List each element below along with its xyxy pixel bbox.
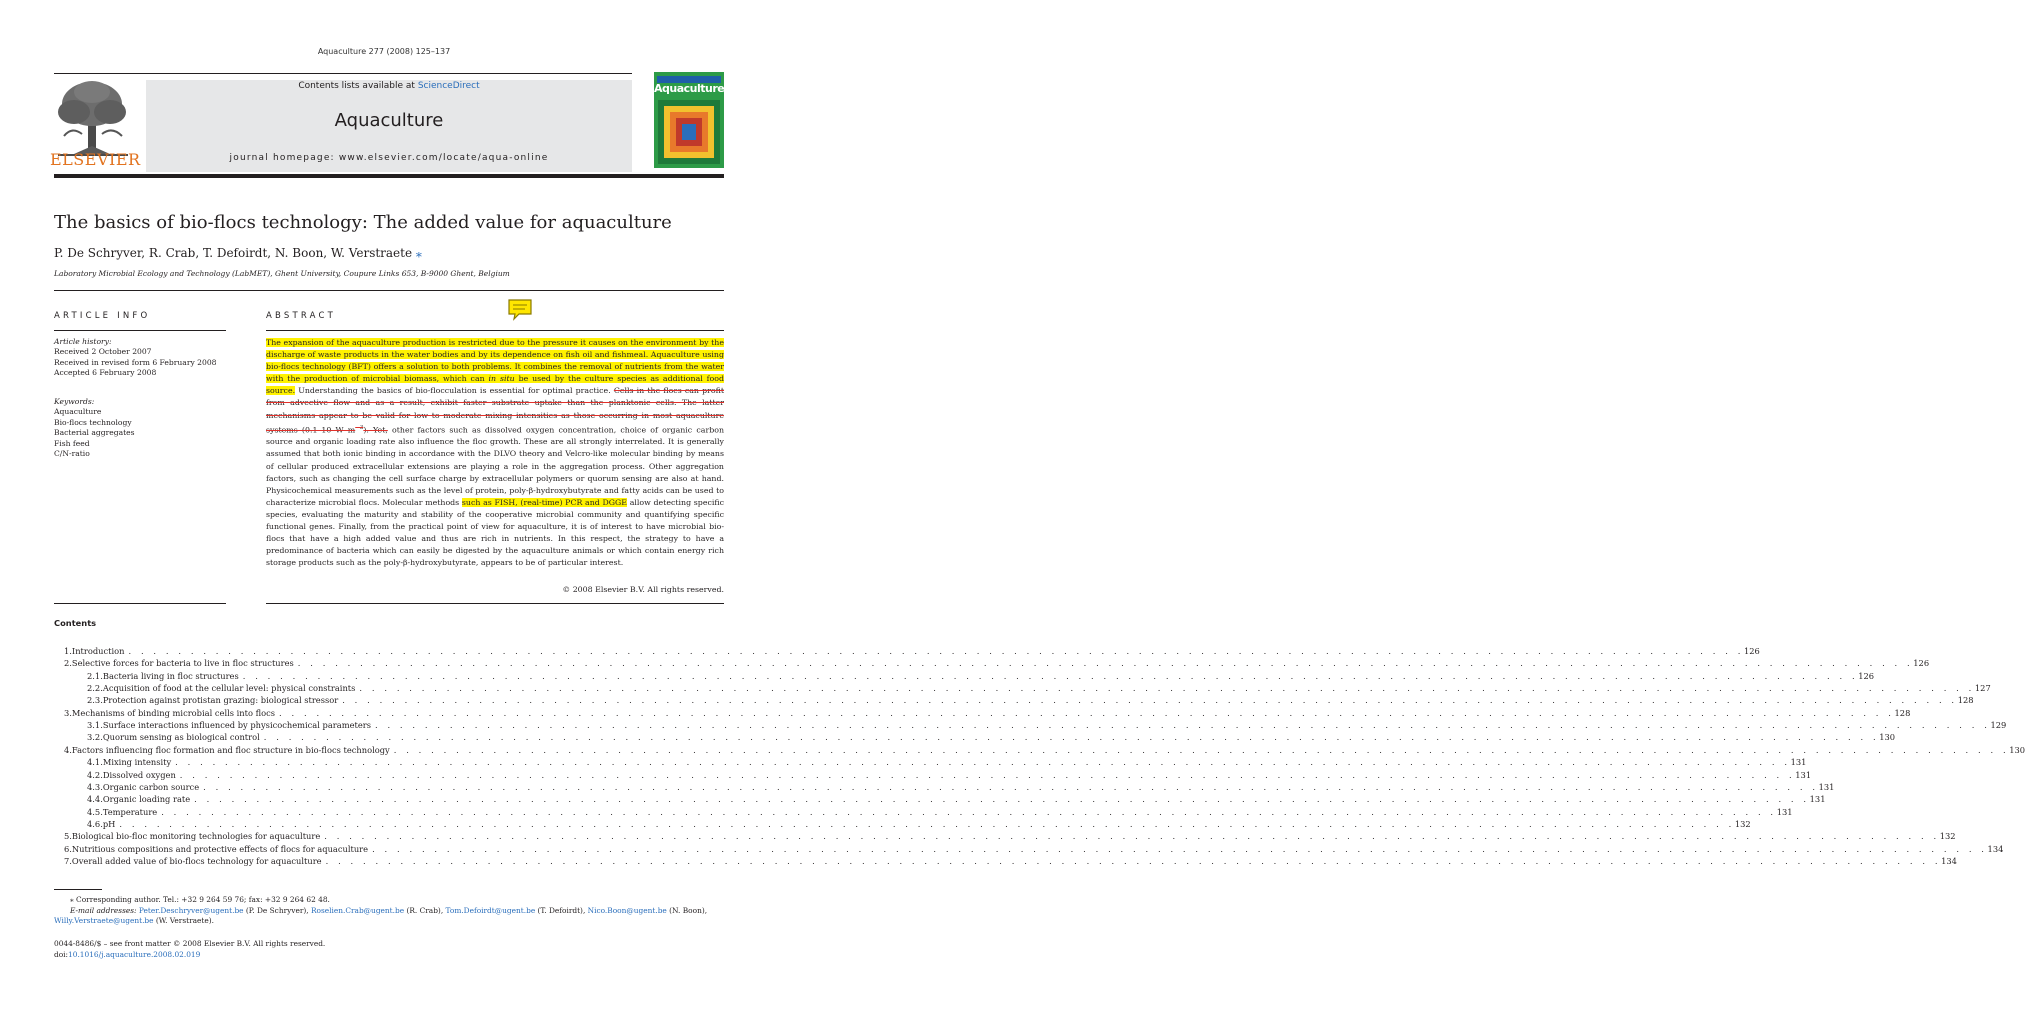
toc-leader-dots: . . . . . . . . . . . . . . . . . . . . . . . . . . . . . . . . . . . . . . . . . . . . . . . . . . . . . . . . . . . . . . . . . . . . . . . . . . . . . . . . . . . . . . . . . . . . . . . . . . . . . . . . . . . . . . . . . . . . . . . . . . . . . . . . . . [279,707,1895,718]
toc-number: 2.2. [87,683,103,694]
toc-number: 4.1. [87,757,103,768]
toc-title: Organic carbon source [102,781,200,792]
toc-title: Protection against protistan grazing: biological stressor [102,695,339,706]
toc-entry[interactable] [54,781,1835,793]
history-label: Article history: [54,337,112,346]
toc-title: Biological bio-floc monitoring technologies for aquaculture [71,831,321,842]
toc-number: 1. [64,646,72,656]
toc-number: 6. [64,843,72,854]
toc-number: 3. [64,707,72,718]
article-title: The basics of bio-flocs technology: The added value for aquaculture [54,212,672,233]
toc-entry[interactable] [54,657,1930,669]
keywords [54,397,234,459]
toc-title: Introduction [71,646,125,656]
toc-page-number: 131 [1818,781,1835,792]
toc-leader-dots: . . . . . . . . . . . . . . . . . . . . . . . . . . . . . . . . . . . . . . . . . . . . . . . . . . . . . . . . . . . . . . . . . . . . . . . . . . . . . . . . . . . . . . . . . . . . . . . . . . . . . . . . . . . . . . . . . . . . . . . . . . . . . . . . . . [393,744,2010,755]
toc-entry[interactable] [54,645,1760,657]
toc-page-number: 134 [1987,843,2004,854]
highlighted-text[interactable]: such as FISH, (real-time) PCR and DGGE [461,497,628,507]
email-owner: (P. De Schryver), [243,905,311,915]
email-link[interactable]: Nico.Boon@ugent.be [587,905,667,915]
email-link[interactable]: Roselien.Crab@ugent.be [310,905,405,915]
toc-entry[interactable] [54,694,1974,706]
toc-title: Dissolved oxygen [102,769,176,780]
toc-entry[interactable] [54,744,2025,756]
toc-title: Quorum sensing as biological control [102,732,260,743]
toc-page-number: 131 [1776,806,1793,817]
strikethrough-superscript[interactable]: −3 [355,424,364,431]
toc-leader-dots: . . . . . . . . . . . . . . . . . . . . . . . . . . . . . . . . . . . . . . . . . . . . . . . . . . . . . . . . . . . . . . . . . . . . . . . . . . . . . . . . . . . . . . . . . . . . . . . . . . . . . . . . . . . . . . . . . . . . . . . . . . . . . . . . . . [179,769,1796,780]
highlighted-text[interactable]: The expansion of the aquaculture production is restricted due to the pressure it causes on the environment by the discharge of waste products in the water bodies and by its dependence on fish oil and fishmeal. Aquaculture using bio-flocs technology (BFT) offers a solution to both problems. It combines the removal of nutrients from the water with the production of microbial biomass, which can [266,338,724,384]
doi-link[interactable]: 10.1016/j.aquaculture.2008.02.019 [68,950,201,960]
footnote-emails-cont [54,916,734,927]
toc-title: Overall added value of bio-flocs technology for aquaculture [71,855,322,866]
authors-text: P. De Schryver, R. Crab, T. Defoirdt, N. Boon, W. Verstraete [54,246,413,260]
toc-entry[interactable] [54,843,2004,855]
toc-title: Mixing intensity [102,757,172,768]
abstract-text: other factors such as dissolved oxygen concentration, choice of organic carbon source and organic loading rate also influence the floc growth. These are all strongly interrelated. It is generally assumed that both ionic binding in accordance with the DLVO theory and Velcro-like molecular binding by means of cellular produced extracellular extensions are playing a role in the aggregation process. Other aggregation factors, such as changing the cell surface charge by extracellular polymers or quorum sensing are also at hand. Physicochemical measurements such as the level of protein, poly-β-hydroxybutyrate and fatty acids can be used to characterize microbial flocs. Molecular methods [266,425,724,507]
header-divider [54,174,724,178]
toc-leader-dots: . . . . . . . . . . . . . . . . . . . . . . . . . . . . . . . . . . . . . . . . . . . . . . . . . . . . . . . . . . . . . . . . . . . . . . . . . . . . . . . . . . . . . . . . . . . . . . . . . . . . . . . . . . . . . . . . . . . . . . . . . . . . . . . . . . [119,818,1735,829]
toc-title: Factors influencing floc formation and floc structure in bio-flocs technology [71,744,390,755]
history-entry: Received 2 October 2007 [54,347,152,357]
email-owner: (T. Defoirdt), [535,905,588,915]
cover-artwork [658,100,720,164]
publisher-name: ELSEVIER [50,150,141,169]
toc-entry[interactable] [54,818,1751,830]
contents-availability-line [146,81,632,91]
toc-leader-dots: . . . . . . . . . . . . . . . . . . . . . . . . . . . . . . . . . . . . . . . . . . . . . . . . . . . . . . . . . . . . . . . . . . . . . . . . . . . . . . . . . . . . . . . . . . . . . . . . . . . . . . . . . . . . . . . . . . . . . . . . . . . . . . . . . . [359,683,1975,694]
keyword: Fish feed [54,438,90,448]
toc-page-number: 130 [1879,732,1896,743]
toc-page-number: 131 [1795,769,1812,780]
email-owner: (N. Boon), [666,905,708,915]
strikethrough-text[interactable]: ). Yet, [363,425,388,435]
toc-leader-dots: . . . . . . . . . . . . . . . . . . . . . . . . . . . . . . . . . . . . . . . . . . . . . . . . . . . . . . . . . . . . . . . . . . . . . . . . . . . . . . . . . . . . . . . . . . . . . . . . . . . . . . . . . . . . . . . . . . . . . . . . . . . . . . . . . . [128,646,1744,656]
toc-title: Nutritious compositions and protective effects of flocs for aquaculture [71,843,369,854]
toc-page-number: 128 [1894,707,1911,718]
issn-block [54,938,325,960]
toc-page-number: 130 [2009,744,2025,755]
toc-entry[interactable] [54,806,1793,818]
journal-name: Aquaculture [334,110,444,131]
toc-entry[interactable] [54,756,1807,768]
email-link[interactable]: Peter.Deschryver@ugent.be [138,905,244,915]
toc-title: Organic loading rate [102,794,191,805]
toc-number: 7. [64,855,72,866]
email-label: E-mail addresses: [70,905,137,915]
toc-leader-dots: . . . . . . . . . . . . . . . . . . . . . . . . . . . . . . . . . . . . . . . . . . . . . . . . . . . . . . . . . . . . . . . . . . . . . . . . . . . . . . . . . . . . . . . . . . . . . . . . . . . . . . . . . . . . . . . . . . . . . . . . . . . . . . . . . . [161,806,1777,817]
article-info-bottom-rule [54,603,226,604]
footnote-rule [54,889,102,890]
toc-number: 4.5. [87,806,103,817]
toc-leader-dots: . . . . . . . . . . . . . . . . . . . . . . . . . . . . . . . . . . . . . . . . . . . . . . . . . . . . . . . . . . . . . . . . . . . . . . . . . . . . . . . . . . . . . . . . . . . . . . . . . . . . . . . . . . . . . . . . . . . . . . . . . . . . . . . . . . [324,831,1940,842]
abstract-body [266,337,724,569]
toc-page-number: 134 [1941,855,1957,866]
toc-title: Acquisition of food at the cellular level: physical constraints [102,683,356,694]
toc-leader-dots: . . . . . . . . . . . . . . . . . . . . . . . . . . . . . . . . . . . . . . . . . . . . . . . . . . . . . . . . . . . . . . . . . . . . . . . . . . . . . . . . . . . . . . . . . . . . . . . . . . . . . . . . . . . . . . . . . . . . . . . . . . . . . . . . . . [203,781,1819,792]
toc-leader-dots: . . . . . . . . . . . . . . . . . . . . . . . . . . . . . . . . . . . . . . . . . . . . . . . . . . . . . . . . . . . . . . . . . . . . . . . . . . . . . . . . . . . . . . . . . . . . . . . . . . . . . . . . . . . . . . . . . . . . . . . . . . . . . . . . . . [342,695,1958,706]
abstract-text: Understanding the basics of bio-flocculation is essential for optimal practice. [295,386,614,396]
toc-number: 4. [64,744,72,755]
corresponding-author-footnote [54,895,734,927]
author-list [54,246,422,260]
journal-citation: Aquaculture 277 (2008) 125–137 [317,47,451,56]
top-rule [54,73,632,74]
toc-page-number: 128 [1957,695,1974,706]
abstract-bottom-rule [266,603,724,604]
footnote-star: ⁎ [70,895,74,904]
toc-number: 3.1. [87,720,103,731]
toc-entry[interactable] [54,793,1826,805]
toc-title: pH [102,818,116,829]
toc-number: 5. [64,831,72,842]
keyword: C/N-ratio [54,449,90,459]
toc-page-number: 131 [1809,794,1826,805]
email-link[interactable]: Willy.Verstraete@ugent.be [54,916,154,926]
toc-number: 4.3. [87,781,103,792]
footnote-corresponding [54,895,734,906]
email-link[interactable]: Tom.Defoirdt@ugent.be [445,905,536,915]
toc-entry[interactable] [54,682,1991,694]
keywords-label: Keywords: [54,397,95,406]
toc-leader-dots: . . . . . . . . . . . . . . . . . . . . . . . . . . . . . . . . . . . . . . . . . . . . . . . . . . . . . . . . . . . . . . . . . . . . . . . . . . . . . . . . . . . . . . . . . . . . . . . . . . . . . . . . . . . . . . . . . . . . . . . . . . . . . . . . . . [372,843,1988,854]
toc-number: 2.1. [87,670,103,681]
toc-entry[interactable] [54,707,1911,719]
toc-page-number: 132 [1734,818,1751,829]
toc-entry[interactable] [54,830,1956,842]
toc-title: Mechanisms of binding microbial cells into flocs [71,707,276,718]
toc-page-number: 129 [1990,720,2007,731]
toc-number: 4.4. [87,794,103,805]
toc-title: Selective forces for bacteria to live in floc structures [71,658,294,669]
article-info-rule [54,330,226,331]
toc-title: Bacteria living in floc structures [102,670,239,681]
toc-entry[interactable] [54,670,1875,682]
sciencedirect-link[interactable]: ScienceDirect [417,81,480,91]
toc-page-number: 126 [1913,658,1930,669]
toc-entry[interactable] [54,719,2007,731]
email-owner: (R. Crab), [404,905,446,915]
contents-prefix: Contents lists available at [298,81,418,91]
sticky-note-comment-icon[interactable] [507,298,533,322]
email-owner: (W. Verstraete). [153,916,214,926]
toc-number: 4.6. [87,818,103,829]
affiliation: Laboratory Microbial Ecology and Technology (LabMET), Ghent University, Coupure Links 653, B-9000 Ghent, Belgium [54,269,510,278]
toc-number: 4.2. [87,769,103,780]
toc-leader-dots: . . . . . . . . . . . . . . . . . . . . . . . . . . . . . . . . . . . . . . . . . . . . . . . . . . . . . . . . . . . . . . . . . . . . . . . . . . . . . . . . . . . . . . . . . . . . . . . . . . . . . . . . . . . . . . . . . . . . . . . . . . . . . . . . . . [325,855,1942,866]
abstract-heading: ABSTRACT [266,311,337,321]
toc-number: 3.2. [87,732,103,743]
toc-page-number: 126 [1858,670,1875,681]
cover-title: Aquaculture [654,82,725,95]
highlighted-text-italic[interactable]: in situ [488,374,515,384]
abstract-copyright: © 2008 Elsevier B.V. All rights reserved. [562,585,724,594]
toc-page-number: 131 [1790,757,1807,768]
toc-entry[interactable] [54,769,1812,781]
toc-leader-dots: . . . . . . . . . . . . . . . . . . . . . . . . . . . . . . . . . . . . . . . . . . . . . . . . . . . . . . . . . . . . . . . . . . . . . . . . . . . . . . . . . . . . . . . . . . . . . . . . . . . . . . . . . . . . . . . . . . . . . . . . . . . . . . . . . . [297,658,1914,669]
history-entry: Accepted 6 February 2008 [54,368,157,378]
toc-leader-dots: . . . . . . . . . . . . . . . . . . . . . . . . . . . . . . . . . . . . . . . . . . . . . . . . . . . . . . . . . . . . . . . . . . . . . . . . . . . . . . . . . . . . . . . . . . . . . . . . . . . . . . . . . . . . . . . . . . . . . . . . . . . . . . . . . . [175,757,1791,768]
keyword: Bacterial aggregates [54,428,135,438]
contents-heading: Contents [54,618,97,628]
abstract-rule [266,330,724,331]
footnote-emails [54,906,734,917]
affiliation-rule [54,290,724,291]
strikethrough-text[interactable]: Cells in the flocs can profit from advective flow and as a result, exhibit faster substrate uptake than the planktonic cells. The latter mechanisms appear to be valid for low to moderate mixing intensities as those occurring in most aquaculture systems (0.1–10 W m [266,386,725,435]
keyword: Aquaculture [54,407,102,417]
toc-title: Temperature [102,806,158,817]
history-entry: Received in revised form 6 February 2008 [54,357,217,367]
toc-page-number: 126 [1743,646,1760,656]
journal-cover-thumbnail [654,72,724,168]
toc-page-number: 127 [1974,683,1991,694]
highlighted-text[interactable]: be used by the culture species as additional food source. [266,374,724,396]
toc-leader-dots: . . . . . . . . . . . . . . . . . . . . . . . . . . . . . . . . . . . . . . . . . . . . . . . . . . . . . . . . . . . . . . . . . . . . . . . . . . . . . . . . . . . . . . . . . . . . . . . . . . . . . . . . . . . . . . . . . . . . . . . . . . . . . . . . . . [194,794,1810,805]
toc-entry[interactable] [54,855,1957,867]
toc-number: 2. [64,658,72,669]
article-info-heading: ARTICLE INFO [54,311,151,321]
toc-leader-dots: . . . . . . . . . . . . . . . . . . . . . . . . . . . . . . . . . . . . . . . . . . . . . . . . . . . . . . . . . . . . . . . . . . . . . . . . . . . . . . . . . . . . . . . . . . . . . . . . . . . . . . . . . . . . . . . . . . . . . . . . . . . . . . . . . . [263,732,1880,743]
toc-entry[interactable] [54,731,1896,743]
abstract-text: allow detecting specific species, evaluating the maturity and stability of the cooperative microbial community and quantifying specific functional genes. Finally, from the practical point of view for aquaculture, it is of interest to have microbial bio-flocs that have a high added value and thus are rich in nutrients. In this respect, the strategy to have a predominance of bacteria which can easily be digested by the aquaculture animals or which contain energy rich storage products such as the poly-β-hydroxybutyrate, appears to be of particular interest. [266,497,724,568]
toc-leader-dots: . . . . . . . . . . . . . . . . . . . . . . . . . . . . . . . . . . . . . . . . . . . . . . . . . . . . . . . . . . . . . . . . . . . . . . . . . . . . . . . . . . . . . . . . . . . . . . . . . . . . . . . . . . . . . . . . . . . . . . . . . . . . . . . . . . [242,670,1859,681]
doi-prefix: doi: [54,950,69,960]
front-matter-line: 0044-8486/$ – see front matter © 2008 Elsevier B.V. All rights reserved. [54,939,326,948]
keyword: Bio-flocs technology [54,417,132,427]
toc-number: 2.3. [87,695,103,706]
corresponding-author-marker[interactable]: ⁎ [415,246,422,260]
toc-page-number: 132 [1939,831,1956,842]
footnote-contact: Corresponding author. Tel.: +32 9 264 59 76; fax: +32 9 264 62 48. [73,895,330,904]
journal-homepage[interactable]: journal homepage: www.elsevier.com/locate/aqua-online [229,153,549,163]
toc-leader-dots: . . . . . . . . . . . . . . . . . . . . . . . . . . . . . . . . . . . . . . . . . . . . . . . . . . . . . . . . . . . . . . . . . . . . . . . . . . . . . . . . . . . . . . . . . . . . . . . . . . . . . . . . . . . . . . . . . . . . . . . . . . . . . . . . . . [374,720,1991,731]
toc-title: Surface interactions influenced by physicochemical parameters [102,720,371,731]
article-history [54,337,234,379]
doi-line [54,949,325,960]
